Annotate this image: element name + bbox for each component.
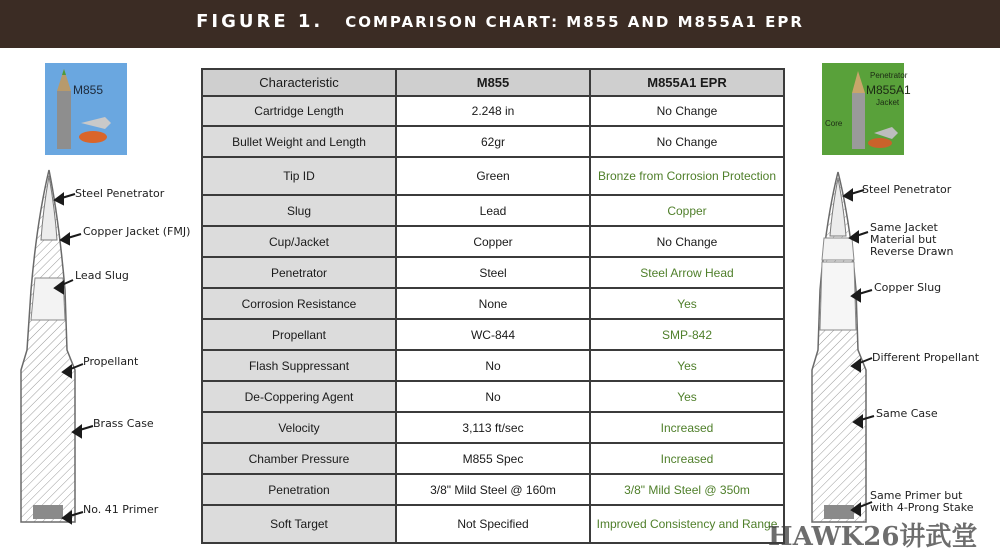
callout-same-case: Same Case (876, 407, 938, 420)
table-row (202, 381, 784, 412)
table-row (202, 443, 784, 474)
cell-m855: M855 Spec (396, 443, 590, 474)
m855a1-slug-shape (868, 138, 892, 148)
comparison-table (201, 68, 785, 544)
m855-green-tip (62, 69, 66, 75)
cell-m855: 62gr (396, 126, 590, 157)
m855a1-cross-section (800, 160, 1000, 540)
cell-m855: No (396, 381, 590, 412)
cell-m855a1: Bronze from Corrosion Protection (590, 157, 784, 195)
cell-m855: Copper (396, 226, 590, 257)
m855-cross-section-drawing (5, 160, 195, 540)
cell-m855a1: Copper (590, 195, 784, 226)
cell-m855: Not Specified (396, 505, 590, 543)
header-bar (0, 0, 1000, 48)
m855a1-thumbnail-title: M855A1 (866, 83, 911, 97)
cell-m855a1: Yes (590, 288, 784, 319)
figure-title-text: COMPARISON CHART: M855 AND M855A1 EPR (345, 13, 804, 31)
callout-different-propellant: Different Propellant (872, 351, 980, 364)
cell-m855: Lead (396, 195, 590, 226)
m855-cartridge-illustration (45, 63, 127, 155)
m855a1-cross-section-drawing (800, 160, 1000, 540)
cell-characteristic: Cartridge Length (202, 96, 396, 126)
cell-m855: WC-844 (396, 319, 590, 350)
figure-title (0, 0, 1000, 48)
m855-thumbnail (45, 63, 127, 155)
cell-characteristic: Tip ID (202, 157, 396, 195)
cell-characteristic: Velocity (202, 412, 396, 443)
cell-m855a1: No Change (590, 126, 784, 157)
table-row (202, 319, 784, 350)
cell-m855a1: Yes (590, 350, 784, 381)
cell-characteristic: Chamber Pressure (202, 443, 396, 474)
table-body (202, 96, 784, 543)
m855a1-bullet-shape (852, 71, 865, 93)
cell-m855a1: 3/8" Mild Steel @ 350m (590, 474, 784, 505)
cell-m855: 3,113 ft/sec (396, 412, 590, 443)
figure-label: FIGURE 1. (196, 11, 324, 32)
callout-jacket-reverse-drawn: Same Jacket Material but Reverse Drawn (870, 221, 954, 258)
cell-m855a1: SMP-842 (590, 319, 784, 350)
m855a1-jacket-section (822, 238, 854, 260)
cell-characteristic: Slug (202, 195, 396, 226)
header-m855: M855 (396, 69, 590, 96)
table-row (202, 126, 784, 157)
m855a1-penetrator-shape (874, 127, 898, 139)
cell-m855: Green (396, 157, 590, 195)
table-row (202, 257, 784, 288)
cell-m855: None (396, 288, 590, 319)
m855-slug-shape (79, 131, 107, 143)
callout-primer: No. 41 Primer (83, 503, 159, 516)
table-row (202, 226, 784, 257)
cell-characteristic: De-Coppering Agent (202, 381, 396, 412)
m855a1-case-shape (852, 93, 865, 149)
cell-m855: 3/8" Mild Steel @ 160m (396, 474, 590, 505)
table-row (202, 288, 784, 319)
m855-penetrator-shape (81, 117, 111, 129)
cell-characteristic: Penetrator (202, 257, 396, 288)
watermark: HAWK26讲武堂 (768, 522, 978, 552)
cell-m855a1: Improved Consistency and Range (590, 505, 784, 543)
cell-characteristic: Bullet Weight and Length (202, 126, 396, 157)
m855-thumbnail-title: M855 (73, 83, 104, 97)
table-row (202, 195, 784, 226)
cell-characteristic: Propellant (202, 319, 396, 350)
table-row (202, 474, 784, 505)
cell-characteristic: Flash Suppressant (202, 350, 396, 381)
table-row (202, 350, 784, 381)
header-m855a1: M855A1 EPR (590, 69, 784, 96)
cell-m855a1: Increased (590, 412, 784, 443)
cell-m855: Steel (396, 257, 590, 288)
m855-primer-section (33, 505, 63, 519)
thumb-jacket-label: Jacket (876, 98, 900, 107)
callout-propellant: Propellant (83, 355, 139, 368)
table-row (202, 505, 784, 543)
cell-m855a1: Steel Arrow Head (590, 257, 784, 288)
cell-m855a1: Increased (590, 443, 784, 474)
callout-primer-4-prong: Same Primer but with 4-Prong Stake (870, 489, 974, 514)
cell-characteristic: Penetration (202, 474, 396, 505)
callout-copper-jacket: Copper Jacket (FMJ) (83, 225, 191, 238)
m855-case-shape (57, 91, 71, 149)
cell-m855a1: No Change (590, 226, 784, 257)
cell-m855a1: Yes (590, 381, 784, 412)
thumb-core-label: Core (825, 119, 843, 128)
header-characteristic: Characteristic (202, 69, 396, 96)
cell-m855a1: No Change (590, 96, 784, 126)
cell-characteristic: Corrosion Resistance (202, 288, 396, 319)
table-row (202, 96, 784, 126)
table-row (202, 412, 784, 443)
m855a1-primer-section (824, 505, 854, 519)
table-row (202, 157, 784, 195)
callout-steel-penetrator: Steel Penetrator (75, 187, 165, 200)
cell-characteristic: Soft Target (202, 505, 396, 543)
cell-m855: No (396, 350, 590, 381)
cell-characteristic: Cup/Jacket (202, 226, 396, 257)
callout-lead-slug: Lead Slug (75, 269, 129, 282)
callout-brass-case: Brass Case (93, 417, 154, 430)
cell-m855: 2.248 in (396, 96, 590, 126)
table-header-row (202, 69, 784, 96)
m855a1-thumbnail (822, 63, 911, 155)
m855-cross-section (5, 160, 195, 540)
callout-copper-slug: Copper Slug (874, 281, 942, 294)
thumb-penetrator-label: Penetrator (870, 71, 908, 80)
callout-steel-penetrator-a1: Steel Penetrator (862, 183, 952, 196)
